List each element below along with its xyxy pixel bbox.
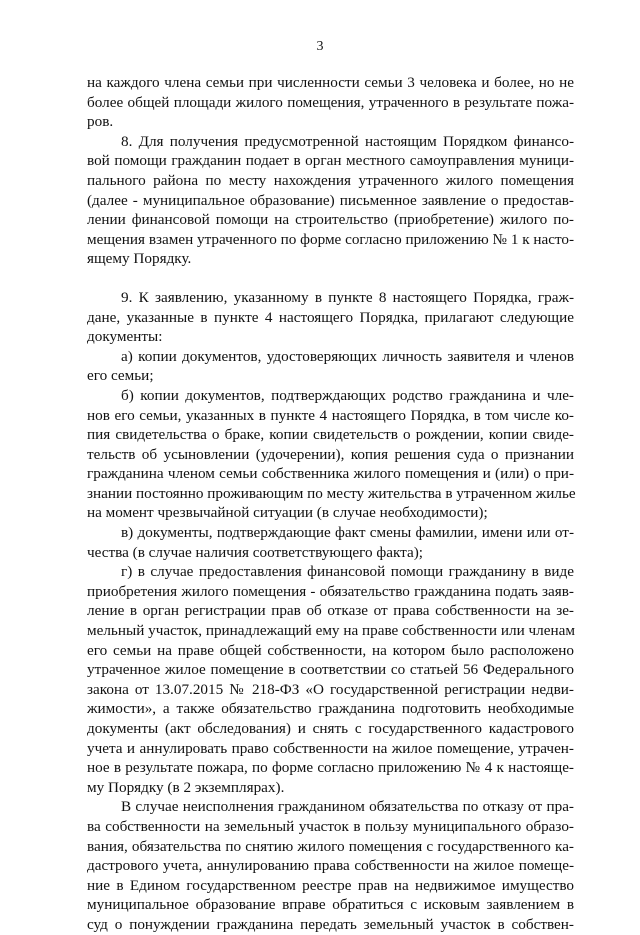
text-line: его семьи; <box>87 367 154 385</box>
text-line: пия свидетельства о браке, копии свидетельств о рождении, копии свиде- <box>87 426 574 444</box>
text-line: его семьи на праве общей собственности, на котором было расположено <box>87 641 574 659</box>
text-line: вания, обязательства по снятию жилого помещения с государственного ка- <box>87 837 574 855</box>
text-line: мельный участок, принадлежащий ему на праве собственности или членам <box>87 622 575 640</box>
text-line: ное в результате пожара, по форме согласно приложению № 4 к настояще- <box>87 759 574 777</box>
text-line: утраченное жилое помещение в соответствии со статьей 56 Федерального <box>87 661 574 679</box>
text-line: ров. <box>87 113 114 131</box>
text-line: суд о понуждении гражданина передать земельный участок в собствен- <box>87 915 574 933</box>
text-line: жимости», а также обязательство гражданина подготовить необходимые <box>87 700 574 718</box>
text-line: дане, указанные в пункте 4 настоящего Порядка, прилагают следующие <box>87 308 574 326</box>
text-line: нов его семьи, указанных в пункте 4 настоящего Порядка, в том числе ко- <box>87 406 574 424</box>
text-line: на каждого члена семьи при численности семьи 3 человека и более, но не <box>87 74 574 91</box>
text-line: документы (акт обследования) и снять с государственного кадастрового <box>87 720 574 737</box>
text-line: ящему Порядку. <box>87 250 192 268</box>
text-line: более общей площади жилого помещения, утраченного в результате пожа- <box>87 93 574 111</box>
text-line: вой помощи гражданин подает в орган местного самоуправления муници- <box>87 152 574 170</box>
paragraph-item-8 <box>87 132 574 269</box>
text-line: б) копии документов, подтверждающих родство гражданина и чле- <box>121 386 574 404</box>
text-line: (далее - муниципальное образование) письменное заявление о предостав- <box>87 191 574 209</box>
paragraph-subitem-g <box>87 562 574 797</box>
text-line: 8. Для получения предусмотренной настоящим Порядком финансо- <box>121 132 574 150</box>
text-line: г) в случае предоставления финансовой помощи гражданину в виде <box>121 563 574 581</box>
paragraph-subitem-a <box>87 347 574 386</box>
text-line: в) документы, подтверждающие факт смены фамилии, имени или от- <box>121 524 574 542</box>
paragraph-continuation <box>87 73 574 132</box>
text-line: на момент чрезвычайной ситуации (в случае необходимости); <box>87 504 488 522</box>
text-line: а) копии документов, удостоверяющих личность заявителя и членов <box>121 347 574 365</box>
text-line: дастрового учета, аннулированию права собственности на жилое помеще- <box>87 857 574 875</box>
paragraph-subitem-v <box>87 523 574 562</box>
text-line: мещения взамен утраченного по форме согласно приложению № 1 к насто- <box>87 230 575 248</box>
text-line: В случае неисполнения гражданином обязательства по отказу от пра- <box>121 798 574 816</box>
text-line: тельств об усыновлении (удочерении), копия решения суда о признании <box>87 445 574 463</box>
text-line: ва собственности на земельный участок в пользу муниципального образо- <box>87 817 574 835</box>
page-number: 3 <box>316 39 324 54</box>
text-line: гражданина членом семьи собственника жилого помещения и (или) о при- <box>87 465 574 483</box>
paragraph-gap <box>87 269 574 288</box>
paragraph-item-9 <box>87 288 574 347</box>
text-line: ление в орган регистрации прав об отказе от права собственности на зе- <box>87 602 574 620</box>
paragraph-non-fulfillment <box>87 797 574 934</box>
text-line: му Порядку (в 2 экземплярах). <box>87 778 285 796</box>
paragraph-subitem-b <box>87 386 574 523</box>
text-line: закона от 13.07.2015 № 218-ФЗ «О государственной регистрации недви- <box>87 680 574 698</box>
text-line: 9. К заявлению, указанному в пункте 8 настоящего Порядка, граж- <box>121 288 574 306</box>
text-line: ние в Едином государственном реестре прав на недвижимое имущество <box>87 876 574 894</box>
text-line: пального района по месту нахождения утраченного жилого помещения <box>87 171 574 189</box>
document-body <box>87 73 574 935</box>
text-line: знании постоянно проживающим по месту жительства в утраченном жилье <box>87 484 576 502</box>
text-line: лении финансовой помощи на строительство (приобретение) жилого по- <box>87 211 574 229</box>
text-line: приобретения жилого помещения - обязательство гражданина подать заяв- <box>87 582 574 600</box>
text-line: учета и аннулировать право собственности на жилое помещение, утрачен- <box>87 739 574 757</box>
text-line: чества (в случае наличия соответствующего факта); <box>87 543 424 561</box>
text-line: муниципальное образование вправе обратиться с исковым заявлением в <box>87 896 574 914</box>
text-line: документы: <box>87 328 163 346</box>
